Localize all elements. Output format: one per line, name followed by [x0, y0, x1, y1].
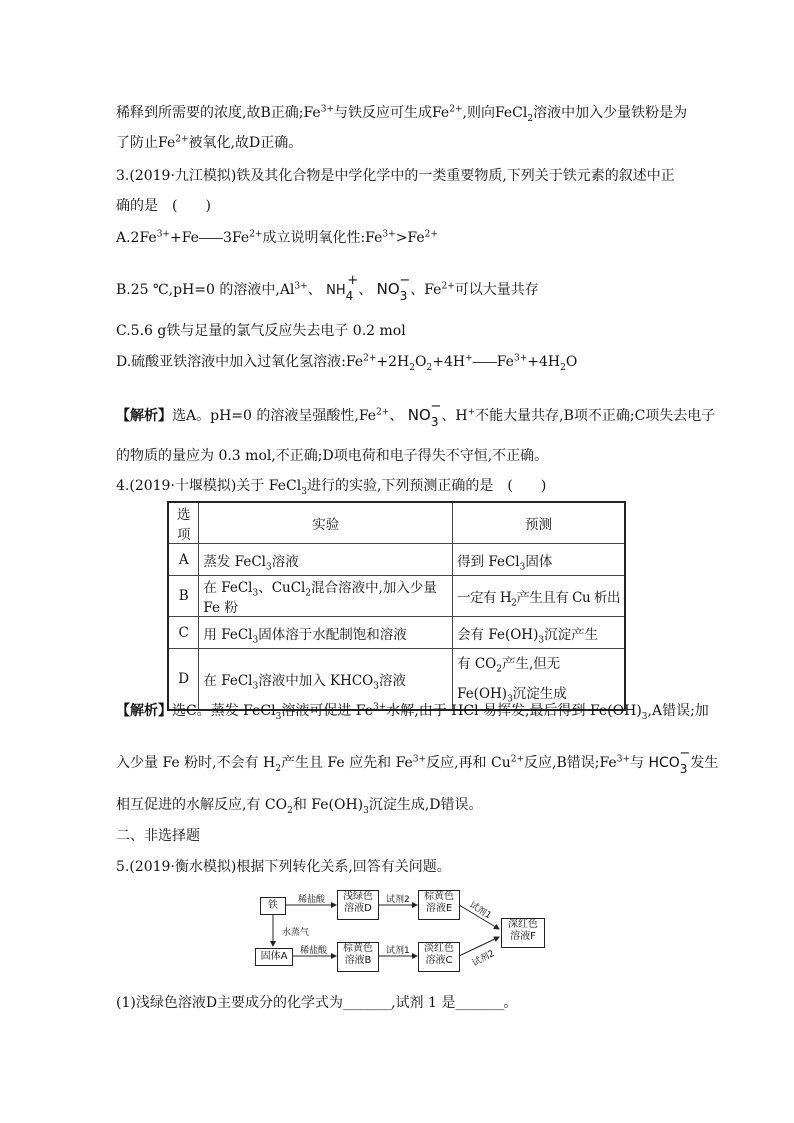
text: 相互促进的水解反应,有 CO [116, 797, 288, 813]
text: 3Fe [223, 230, 250, 246]
text: 产生且 Fe 应先和 Fe [280, 755, 413, 771]
sup: 2+ [376, 407, 390, 418]
text: 。 [503, 995, 518, 1011]
sub: 2 [409, 362, 416, 373]
q3-option-b [116, 273, 539, 303]
q5-sub-question-1 [116, 993, 517, 1013]
sup: 3+ [412, 754, 427, 765]
ion-sub: 3 [430, 415, 439, 429]
sup: 3+ [320, 104, 334, 115]
sub: 2 [426, 362, 433, 373]
text: >Fe [395, 230, 425, 246]
sup: 3+ [382, 229, 396, 240]
text: 在 FeCl [203, 580, 253, 596]
bicarbonate-ion [648, 746, 691, 776]
sub: 3 [538, 635, 545, 646]
text: (1)浅绿色溶液D主要成分的化学式为 [116, 995, 344, 1011]
prediction-cell [453, 544, 625, 576]
sup: 3+ [616, 754, 630, 765]
header-prediction: 预测 [453, 502, 625, 544]
q4-analysis-2 [116, 746, 719, 776]
box-solid-a [255, 948, 293, 966]
option-cell: B [168, 576, 199, 617]
text: 混合溶液中,加入少量 Fe 粉 [203, 580, 437, 616]
text: 与 [630, 755, 649, 771]
sub: 3 [265, 562, 272, 573]
text: ,则向FeCl [462, 105, 528, 121]
box-solution-c [418, 942, 460, 972]
sub: 3 [641, 711, 648, 722]
q3-stem-2: 确的是 ( ) [116, 198, 211, 214]
sup: 2+ [449, 104, 463, 115]
sub: 2 [496, 664, 502, 675]
label-acid-1: 稀盐酸 [298, 895, 326, 905]
prediction-cell [453, 576, 625, 617]
text: 、 [389, 408, 404, 424]
text: +4H [432, 354, 466, 370]
text: 、Fe [410, 282, 442, 298]
text: 固体A [260, 951, 288, 962]
text: Fe(OH) [457, 686, 508, 702]
ion-sub: 3 [679, 762, 688, 776]
sub: 3 [252, 588, 259, 599]
text: Fe [496, 354, 514, 370]
sub: 3 [373, 681, 379, 692]
label-reagent-1-diag: 试剂1 [467, 900, 493, 922]
q3-analysis-1 [116, 399, 716, 429]
sub: 3 [507, 694, 513, 705]
text: 、H [441, 408, 468, 424]
text: 固体溶于水配制饱和溶液 [258, 626, 407, 643]
text: 溶液 [378, 673, 406, 689]
ion-base: HCO [648, 755, 680, 771]
ammonium-ion [326, 273, 359, 303]
label-acid-2: 稀盐酸 [300, 946, 328, 956]
q3-analysis-2: 的物质的量应为 0.3 mol,不正确;D项电荷和电子得失不守恒,不正确。 [116, 448, 549, 464]
analysis-tag: 【解析】 [116, 408, 172, 424]
intro-line-2 [116, 133, 302, 153]
box-solution-b [337, 942, 379, 972]
label-reagent-2-top: 试剂2 [386, 895, 410, 905]
sub: 2 [275, 763, 281, 774]
sup: 3+ [294, 281, 308, 292]
text: 溶液D [344, 903, 372, 914]
q3-option-d [116, 352, 577, 374]
text: 、 [307, 282, 322, 298]
section-heading: 二、非选择题 [116, 828, 200, 844]
label-steam: 水蒸气 [282, 928, 310, 938]
text: +4H [527, 354, 561, 370]
text: +2H [376, 354, 410, 370]
text: 铁 [268, 900, 278, 911]
sup: 3+ [513, 353, 528, 364]
box-solution-d [337, 890, 379, 920]
sup: 2+ [175, 134, 189, 145]
text: 溶液C [425, 955, 453, 966]
text: B.25 ℃,pH=0 的溶液中,Al [116, 282, 295, 298]
prediction-cell [453, 617, 625, 649]
reaction-arrow: ──── [472, 358, 497, 369]
text: 、 [358, 282, 373, 298]
sub: 3 [363, 805, 369, 816]
answer-blank[interactable]: ________ [343, 995, 392, 1011]
text: O [415, 354, 427, 370]
sub: 2 [287, 805, 293, 816]
ion-sub: 4 [345, 289, 354, 303]
text: 产生,但无 [502, 656, 561, 672]
sup: 2+ [441, 281, 455, 292]
sup: 3+ [156, 229, 170, 240]
q3-option-c: C.5.6 g铁与足量的氯气反应失去电子 0.2 mol [116, 323, 406, 339]
text: 在 FeCl [203, 673, 253, 689]
text: ,A错误;加 [647, 703, 709, 719]
option-cell: C [168, 617, 199, 649]
ion-base: NO [376, 280, 400, 298]
text: 会有 Fe(OH) [457, 626, 539, 643]
box-solution-f [501, 918, 545, 948]
experiment-table [167, 501, 626, 711]
text: 、CuCl [258, 580, 306, 596]
sup: 2+ [424, 229, 438, 240]
option-cell: A [168, 544, 199, 576]
text: 反应,再和 Cu [426, 755, 511, 771]
text: 沉淀生成,D错误。 [368, 797, 483, 813]
text: 被氧化,故D正确。 [188, 135, 303, 151]
option-cell: D [168, 649, 199, 711]
sub: 3 [252, 635, 259, 646]
text: +Fe [169, 230, 199, 246]
text: 用 FeCl [203, 626, 253, 643]
q3-stem-1: 3.(2019·九江模拟)铁及其化合物是中学化学中的一类重要物质,下列关于铁元素的叙述中正 [116, 168, 675, 184]
prediction-line-1 [457, 649, 620, 679]
sup: 3+ [373, 702, 387, 713]
text: 溶液 [271, 553, 299, 570]
q3-option-a [116, 228, 438, 250]
text: 入少量 Fe 粉时,不会有 H [116, 755, 276, 771]
table-row [168, 617, 625, 649]
text: 棕黄色 [424, 891, 454, 902]
ion-sub: 3 [399, 289, 408, 303]
text: 选A。pH=0 的溶液呈强酸性,Fe [172, 408, 377, 424]
text: 沉淀产生 [544, 626, 599, 643]
nitrate-ion [376, 273, 411, 303]
sub: 2 [511, 598, 517, 609]
sub: 2 [527, 113, 534, 124]
sup: + [467, 407, 476, 418]
nitrate-ion [407, 399, 442, 429]
experiment-cell [199, 617, 453, 649]
text: 溶液B [344, 955, 372, 966]
text: 反应,B错误;Fe [524, 755, 617, 771]
sup: 2+ [510, 754, 525, 765]
ion-sup: − [430, 399, 442, 414]
reaction-arrow: ──── [198, 234, 224, 245]
text: 浅绿色 [343, 891, 373, 902]
ion-base: NH [326, 283, 346, 298]
label-reagent-2-diag: 试剂2 [470, 948, 497, 969]
analysis-tag: 【解析】 [116, 703, 172, 719]
label-reagent-1-bottom: 试剂1 [386, 946, 410, 956]
sup: 2+ [363, 353, 377, 364]
sub: 3 [252, 681, 259, 692]
text: 水解,由于 HCl 易挥发,最后得到 Fe(OH) [386, 703, 642, 719]
answer-blank[interactable]: ________ [455, 995, 504, 1011]
text: 得到 FeCl [457, 553, 520, 570]
text: O [565, 354, 578, 370]
sub: 2 [560, 362, 566, 373]
q4-analysis-1 [116, 701, 709, 721]
text: 溶液E [425, 903, 453, 914]
header-option: 选项 [168, 502, 199, 544]
sub: 3 [275, 711, 282, 722]
q4-analysis-3 [116, 795, 483, 815]
text: D.硫酸亚铁溶液中加入过氧化氢溶液:Fe [116, 354, 364, 370]
text: 产生且有 Cu 析出 [516, 590, 620, 606]
text: 淡红色 [424, 943, 454, 954]
sup: + [465, 353, 473, 364]
text: 4.(2019·十堰模拟)关于 FeCl [116, 478, 302, 494]
header-experiment: 实验 [199, 502, 453, 544]
text: 不能大量共存,B项不正确;C项失去电子 [475, 408, 716, 424]
text: 有 CO [457, 656, 497, 672]
text: 溶液可促进 Fe [281, 703, 374, 719]
ion-sup: + [347, 273, 359, 288]
q5-stem: 5.(2019·衡水模拟)根据下列转化关系,回答有关问题。 [116, 859, 451, 875]
sub: 3 [301, 486, 307, 497]
text: 深红色 [508, 919, 538, 930]
intro-line-1 [116, 103, 687, 123]
text: 固体 [525, 553, 553, 570]
table-row [168, 544, 625, 576]
experiment-cell [199, 544, 453, 576]
text: 溶液中加入少量铁粉是为 [533, 105, 688, 121]
table-header-row [168, 502, 625, 544]
box-iron [260, 897, 286, 915]
text: 发生 [690, 755, 719, 771]
text: 进行的实验,下列预测正确的是 ( ) [306, 478, 547, 494]
text: 稀释到所需要的浓度,故B正确;Fe [116, 105, 321, 121]
text: 与铁反应可生成Fe [333, 105, 450, 121]
text: ,试剂 1 是 [391, 995, 456, 1011]
text: 溶液F [510, 931, 536, 942]
sub: 2 [305, 588, 312, 599]
experiment-cell [199, 576, 453, 617]
text: 蒸发 FeCl [203, 553, 266, 570]
text: 一定有 H [457, 590, 512, 606]
text: 可以大量共存 [454, 282, 539, 298]
box-solution-e [418, 890, 460, 920]
text: A.2Fe [116, 230, 157, 246]
ion-sup: − [399, 273, 411, 288]
text: 成立说明氧化性:Fe [262, 230, 383, 246]
table-row [168, 576, 625, 617]
text: 和 Fe(OH) [292, 797, 364, 813]
text: 溶液中加入 KHCO [258, 673, 374, 689]
ion-base: NO [407, 406, 431, 424]
q4-stem [116, 476, 546, 496]
text: 了防止Fe [116, 135, 176, 151]
ion-sup: − [679, 746, 691, 761]
sup: 2+ [249, 229, 263, 240]
text: 棕黄色 [343, 943, 373, 954]
text: 选C。蒸发 FeCl [172, 703, 276, 719]
sub: 3 [519, 562, 526, 573]
text: 沉淀生成 [512, 686, 567, 702]
